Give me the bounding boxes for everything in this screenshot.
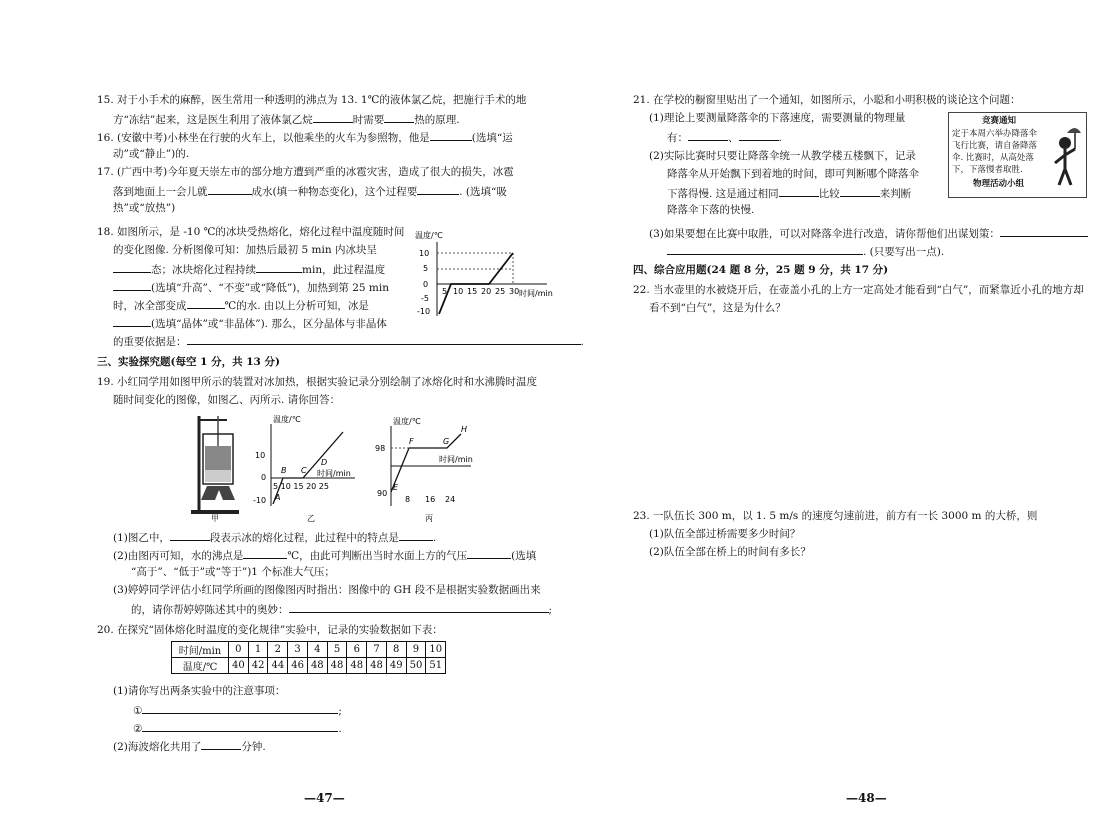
section-4-heading: 四、综合应用题(24 题 8 分，25 题 9 分，共 17 分) (633, 264, 889, 276)
q16-line1: 16. (安徽中考)小林坐在行驶的火车上，以他乘坐的火车为参照物，他是 (选填“运 (97, 129, 513, 145)
chart-xlabel: 时间/min (519, 289, 553, 298)
table-cell: 9 (406, 642, 426, 658)
q21-part2-l3: 下落得慢. 这是通过相同 比较 来判断 (667, 185, 911, 201)
q19-part2-cont: “高于”、“低于”或“等于”)1 个标准大气压； (131, 566, 335, 578)
y-tick-minus5: -5 (421, 294, 429, 303)
q20-item1: ① ; (133, 702, 342, 718)
table-cell: 10 (426, 642, 446, 658)
q16-line2: 动”或“静止”)的. (113, 148, 190, 160)
q19-part3: (3)婷婷同学评估小红同学所画的图像图丙时指出：图像中的 GH 段不是根据实验数据画出来 (113, 584, 541, 596)
q18-line1: 18. 如图所示，是 -10 ℃的冰块受热熔化，熔化过程中温度随时间 (97, 226, 405, 238)
table-cell: 40 (229, 658, 249, 674)
page-number-left: —47— (304, 791, 345, 805)
yi-point-c: C (301, 466, 307, 475)
q21-part2: (2)实际比赛时只要让降落伞统一从教学楼五楼飘下，记录 (649, 150, 916, 162)
q21-part1: (1)理论上要测量降落伞的下落速度，需要测量的物理量 (649, 112, 906, 124)
q23-part1: (1)队伍全部过桥需要多少时间？ (649, 528, 801, 540)
table-cell: 42 (248, 658, 268, 674)
answer-blank[interactable] (739, 129, 779, 141)
section-3-heading: 三、实验探究题(每空 1 分，共 13 分) (97, 356, 280, 368)
q19-line2: 随时间变化的图像，如图乙、丙所示. 请你回答： (113, 394, 341, 406)
answer-blank[interactable] (417, 183, 459, 195)
table-cell: 51 (426, 658, 446, 674)
yi-xticks: 5 10 15 20 25 (273, 482, 329, 491)
competition-notice (948, 112, 1087, 198)
table-cell: 46 (288, 658, 308, 674)
answer-blank[interactable] (467, 547, 511, 559)
notice-signature: 物理活动小组 (973, 179, 1025, 189)
answer-blank[interactable] (187, 297, 225, 309)
q20-item2: ② . (133, 720, 342, 736)
answer-blank[interactable] (142, 702, 338, 714)
q19-part3-cont: 的，请你帮婷婷陈述其中的奥妙： ; (131, 601, 552, 617)
table-cell: 3 (288, 642, 308, 658)
answer-blank[interactable] (384, 111, 414, 123)
q22-line1: 22. 当水壶里的水被烧开后，在壶盖小孔的上方一定高处才能看到“白气”，而紧靠近小孔的地方却 (633, 284, 1084, 296)
q18-line5: 时，冰全部变成 ℃的水. 由以上分析可知，冰是 (113, 297, 369, 313)
table-cell: 1 (248, 642, 268, 658)
answer-blank[interactable] (142, 720, 338, 732)
answer-blank[interactable] (779, 185, 819, 197)
x-tick-15: 15 (467, 287, 478, 296)
notice-line: 定于本周六举办降落伞 (952, 129, 1038, 139)
table-row (172, 658, 446, 674)
q19-figures (185, 410, 485, 522)
q20-part1: (1)请你写出两条实验中的注意事项： (113, 685, 286, 697)
q18-line6: (选填“晶体”或“非晶体”). 那么，区分晶体与非晶体 (113, 315, 387, 331)
bing-point-e: E (393, 483, 399, 492)
bing-xtick: 8 (405, 495, 411, 504)
notice-line: 飞行比赛，请自备降落 (952, 141, 1038, 151)
answer-blank[interactable] (243, 547, 287, 559)
notice-title: 竞赛通知 (981, 116, 1016, 126)
y-tick-5: 5 (423, 264, 429, 273)
q18-line3: 态；冰块熔化过程持续 min，此过程温度 (113, 261, 385, 277)
yi-ylabel: 温度/℃ (273, 415, 301, 424)
answer-blank[interactable] (430, 129, 472, 141)
q18-temperature-chart (409, 228, 559, 320)
water-boiling-chart (375, 416, 473, 522)
q22-line2: 看不到“白气”，这是为什么？ (649, 302, 786, 314)
q21-part1-cont: 有： 、 . (667, 129, 782, 145)
notice-line: 伞. 比赛时，从高处落 (952, 153, 1034, 163)
notice-line: 下，下落慢者取胜. (952, 165, 1023, 175)
answer-blank[interactable] (688, 129, 728, 141)
answer-blank[interactable] (208, 183, 252, 195)
q23-line1: 23. 一队伍长 300 m，以 1. 5 m/s 的速度匀速前进，前方有一长 3000 m 的大桥，则 (633, 510, 1038, 522)
table-cell: 6 (347, 642, 367, 658)
table-cell: 48 (347, 658, 367, 674)
table-cell: 48 (367, 658, 387, 674)
x-tick-5: 5 (442, 287, 448, 296)
table-cell: 4 (307, 642, 327, 658)
bing-xtick: 16 (425, 495, 436, 504)
answer-blank[interactable] (201, 738, 241, 750)
table-row (172, 642, 446, 658)
table-cell: 44 (268, 658, 288, 674)
table-cell: 50 (406, 658, 426, 674)
fig-label-bing: 丙 (425, 514, 433, 522)
answer-blank[interactable] (289, 601, 549, 613)
heating-apparatus-figure (191, 416, 239, 522)
x-tick-20: 20 (481, 287, 492, 296)
bing-xtick: 24 (445, 495, 456, 504)
answer-blank[interactable] (113, 279, 151, 291)
yi-point-a: A (275, 493, 281, 502)
q21-part3-cont: . (只要写出一点). (667, 243, 944, 259)
answer-blank[interactable] (1000, 225, 1088, 237)
y-tick-10: 10 (419, 249, 430, 258)
x-tick-10: 10 (453, 287, 464, 296)
answer-blank[interactable] (187, 333, 581, 345)
y-tick-minus10: -10 (417, 307, 431, 316)
q23-part2: (2)队伍全部在桥上的时间有多长？ (649, 546, 811, 558)
q21-part2-l2: 降落伞从开始飘下到着地的时间，即可判断哪个降落伞 (667, 168, 919, 180)
bing-point-g: G (443, 437, 450, 446)
bing-ylabel: 温度/℃ (393, 417, 421, 426)
q19-line1: 19. 小红同学用如图甲所示的装置对冰加热，根据实验记录分别绘制了冰熔化时和水沸腾时温度 (97, 376, 538, 388)
answer-blank[interactable] (256, 261, 302, 273)
q21-part3: (3)如果要想在比赛中取胜，可以对降落伞进行改造，请你帮他们出谋划策： (649, 225, 1088, 241)
fig-label-jia: 甲 (211, 514, 219, 522)
q18-line4: (选填“升高”、“不变”或“降低”)，加热到第 25 min (113, 279, 389, 295)
table-cell: 49 (386, 658, 406, 674)
chart-ylabel: 温度/℃ (415, 231, 443, 240)
table-cell: 48 (327, 658, 347, 674)
x-tick-25: 25 (495, 287, 506, 296)
page-number-right: —48— (846, 791, 887, 805)
person-with-umbrella-icon (1051, 123, 1083, 189)
q15-line2: 方“冻结”起来，这是医生利用了液体氯乙烷 时需要 热的原理. (113, 111, 460, 127)
yi-ytick: 0 (261, 473, 267, 482)
q15-line1: 15. 对于小手术的麻醉，医生常用一种透明的沸点为 13. 1℃的液体氯乙烷，把施行手术的地 (97, 94, 527, 106)
answer-blank[interactable] (113, 315, 151, 327)
table-cell: 48 (307, 658, 327, 674)
table-cell: 0 (229, 642, 249, 658)
bing-ytick-98: 98 (375, 444, 386, 453)
yi-ytick: -10 (253, 496, 267, 505)
q19-part2: (2)由图丙可知，水的沸点是 ℃，由此可判断出当时水面上方的气压 (选填 (113, 547, 536, 563)
table-cell: 5 (327, 642, 347, 658)
ice-melting-chart (253, 414, 355, 522)
q20-part2: (2)海波熔化共用了 分钟. (113, 738, 266, 754)
x-tick-30: 30 (509, 287, 520, 296)
answer-blank[interactable] (113, 261, 151, 273)
y-tick-0: 0 (423, 280, 429, 289)
answer-blank[interactable] (667, 243, 863, 255)
table-cell: 7 (367, 642, 387, 658)
q17-line3: 热”或“放热”) (113, 202, 176, 214)
q20-data-table (171, 641, 446, 674)
q21-line1: 21. 在学校的橱窗里贴出了一个通知，如图所示，小聪和小明积极的谈论这个问题： (633, 94, 1021, 106)
answer-blank[interactable] (840, 185, 880, 197)
bing-point-f: F (409, 437, 414, 446)
bing-xlabel: 时间/min (439, 455, 473, 464)
q17-line1: 17. (广西中考)今年夏天崇左市的部分地方遭到严重的冰雹灾害，造成了很大的损失，冰雹 (97, 166, 514, 178)
answer-blank[interactable] (399, 529, 433, 541)
yi-point-d: D (321, 458, 328, 467)
table-cell: 2 (268, 642, 288, 658)
answer-blank[interactable] (313, 111, 353, 123)
table-header: 时间/min (172, 642, 229, 658)
bing-ytick-90: 90 (377, 489, 388, 498)
yi-xlabel: 时间/min (317, 469, 351, 478)
q21-part2-l4: 降落伞下落的快慢. (667, 204, 755, 216)
q17-line2: 落到地面上一会儿就 成水(填一种物态变化)，这个过程要 . (选填“吸 (113, 183, 507, 199)
answer-blank[interactable] (170, 529, 210, 541)
table-header: 温度/℃ (172, 658, 229, 674)
q20-line1: 20. 在探究“固体熔化时温度的变化规律”实验中，记录的实验数据如下表： (97, 624, 443, 636)
yi-ytick: 10 (255, 451, 266, 460)
yi-point-b: B (281, 466, 287, 475)
fig-label-yi: 乙 (307, 514, 315, 522)
q19-part1: (1)图乙中， 段表示冰的熔化过程，此过程中的特点是 . (113, 529, 436, 545)
q18-line2: 的变化图像. 分析图像可知：加热后最初 5 min 内冰块呈 (113, 244, 377, 256)
table-cell: 8 (386, 642, 406, 658)
q18-line7: 的重要依据是： . (113, 333, 584, 349)
bing-point-h: H (461, 425, 468, 434)
